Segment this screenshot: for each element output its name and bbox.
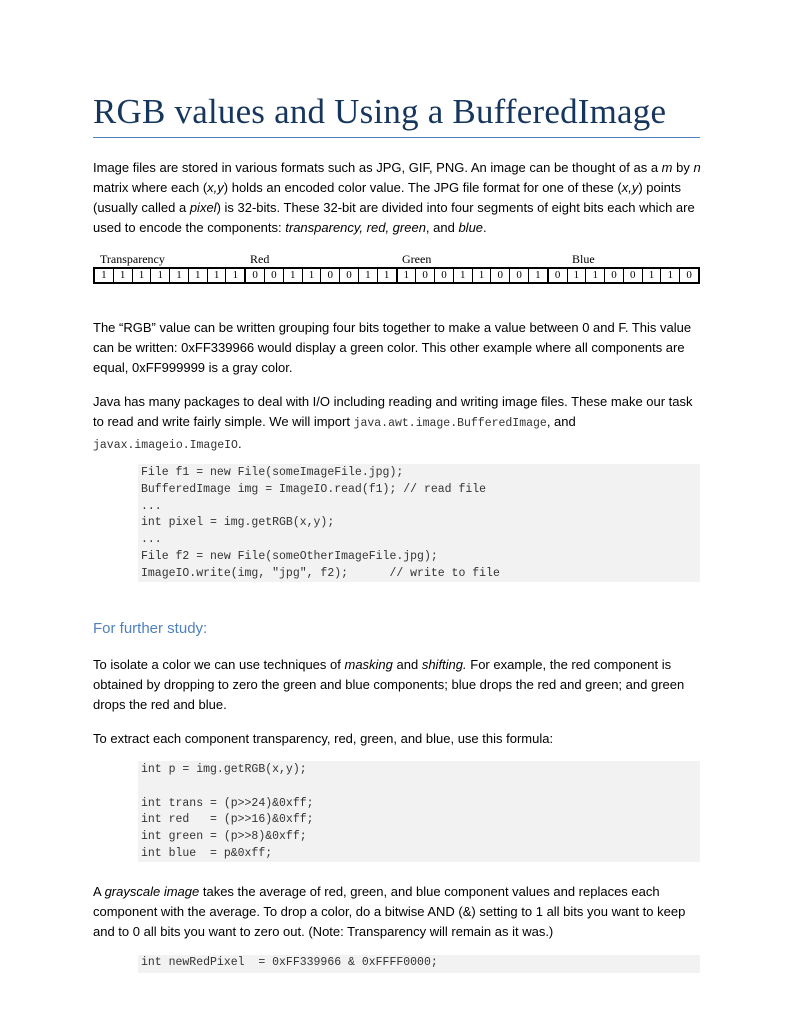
code-line: BufferedImage img = ImageIO.read(f1); // read file [141, 482, 487, 496]
bit-cell: 1 [170, 269, 189, 282]
code-block-extract [138, 761, 700, 862]
code-block-mask [138, 955, 700, 973]
bit-cell: 1 [208, 269, 227, 282]
header-blue: Blue [572, 252, 595, 266]
header-transparency: Transparency [100, 252, 165, 266]
code-line: int p = img.getRGB(x,y); [141, 763, 307, 776]
code-line: int green = (p>>8)&0xff; [141, 830, 307, 844]
bit-cell: 0 [416, 269, 435, 282]
bit-cell: 1 [529, 269, 549, 282]
masking-paragraph: To isolate a color we can use techniques of masking and shifting. For example, the red component is obtained by dropping to zero the green and blue components; blue drops the red and green; and green drops the red and blue. [93, 657, 685, 712]
bit-cell: 1 [568, 269, 587, 282]
bit-cell: 0 [246, 269, 265, 282]
import-imageio: javax.imageio.ImageIO [93, 439, 238, 452]
bit-table-headers [93, 252, 700, 267]
code-line: ... [141, 499, 162, 513]
bit-cell: 0 [686, 269, 692, 281]
page-title: RGB values and Using a BufferedImage [93, 92, 667, 131]
code-line: int blue = p&0xff; [141, 846, 273, 860]
header-green: Green [402, 252, 432, 266]
code-line: int newRedPixel = 0xFF339966 & 0xFFFF0000; [141, 956, 438, 969]
bit-cell: 0 [491, 269, 510, 282]
bit-cell: 1 [133, 269, 152, 282]
bit-cell: 1 [226, 269, 246, 282]
code-line: File f1 = new File(someImageFile.jpg); [141, 466, 404, 479]
code-line: ... [141, 533, 162, 547]
further-study-heading: For further study: [93, 620, 208, 637]
bit-cell: 0 [435, 269, 454, 282]
bit-cell: 0 [605, 269, 624, 282]
code-line: ImageIO.write(img, "jpg", f2); // write to file [141, 566, 500, 580]
bit-cell: 1 [151, 269, 170, 282]
code-line: int pixel = img.getRGB(x,y); [141, 516, 335, 530]
bit-cell: 0 [340, 269, 359, 282]
bit-table [93, 252, 700, 284]
code-block-io [138, 464, 700, 582]
code-line: int red = (p>>16)&0xff; [141, 813, 314, 827]
bit-cell: 1 [284, 269, 303, 282]
extract-paragraph: To extract each component transparency, red, green, and blue, use this formula: [93, 731, 554, 746]
header-red: Red [250, 252, 270, 266]
code-line: int trans = (p>>24)&0xff; [141, 796, 314, 810]
bit-cell: 0 [321, 269, 340, 282]
bit-cell: 1 [398, 269, 417, 282]
bit-cell: 1 [114, 269, 133, 282]
bit-cell: 1 [303, 269, 322, 282]
bit-cell: 1 [359, 269, 378, 282]
bit-cell: 0 [549, 269, 568, 282]
intro-paragraph: Image files are stored in various formats such as JPG, GIF, PNG. An image can be thought of as a m by n matrix where each (x,y) holds an encoded color value. The JPG file format for one of these (x,y) points (usually called a pixel) is 32-bits. These 32-bit are divided into four segments of eight bits each which are used to encode the components: transparency, red, green, and blue. [93, 160, 701, 235]
import-buffered-image: java.awt.image.BufferedImage [353, 417, 547, 430]
title-underline [93, 137, 700, 138]
bit-cell: 1 [586, 269, 605, 282]
bit-cell: 1 [454, 269, 473, 282]
java-paragraph: Java has many packages to deal with I/O including reading and writing image files. These make our task to read and write fairly simple. We will import java.awt.image.BufferedImage, and javax.imageio.ImageIO. [93, 394, 693, 452]
grayscale-paragraph: A grayscale image takes the average of red, green, and blue component values and replaces each component with the average. To drop a color, do a bitwise AND (&) setting to 1 all bits you want to keep and to 0 all bits you want to zero out. (Note: Transparency will remain as it was.) [93, 884, 686, 939]
bit-cell: 1 [378, 269, 398, 282]
bit-cell: 1 [473, 269, 492, 282]
code-line [141, 779, 700, 796]
bit-cell: 1 [661, 269, 680, 282]
code-line: File f2 = new File(someOtherImageFile.jpg); [141, 549, 438, 563]
bit-cell: 0 [624, 269, 643, 282]
bit-cell: 0 [510, 269, 529, 282]
bit-cell: 1 [95, 269, 114, 282]
bit-cell: 1 [643, 269, 662, 282]
bit-cell: 0 [265, 269, 284, 282]
rgb-paragraph: The “RGB” value can be written grouping four bits together to make a value between 0 and F. This value can be written: 0xFF339966 would display a green color. This other example where all components are equal, 0xFF999999 is a gray color. [93, 320, 692, 375]
bit-row [93, 267, 700, 284]
bit-cell: 1 [189, 269, 208, 282]
